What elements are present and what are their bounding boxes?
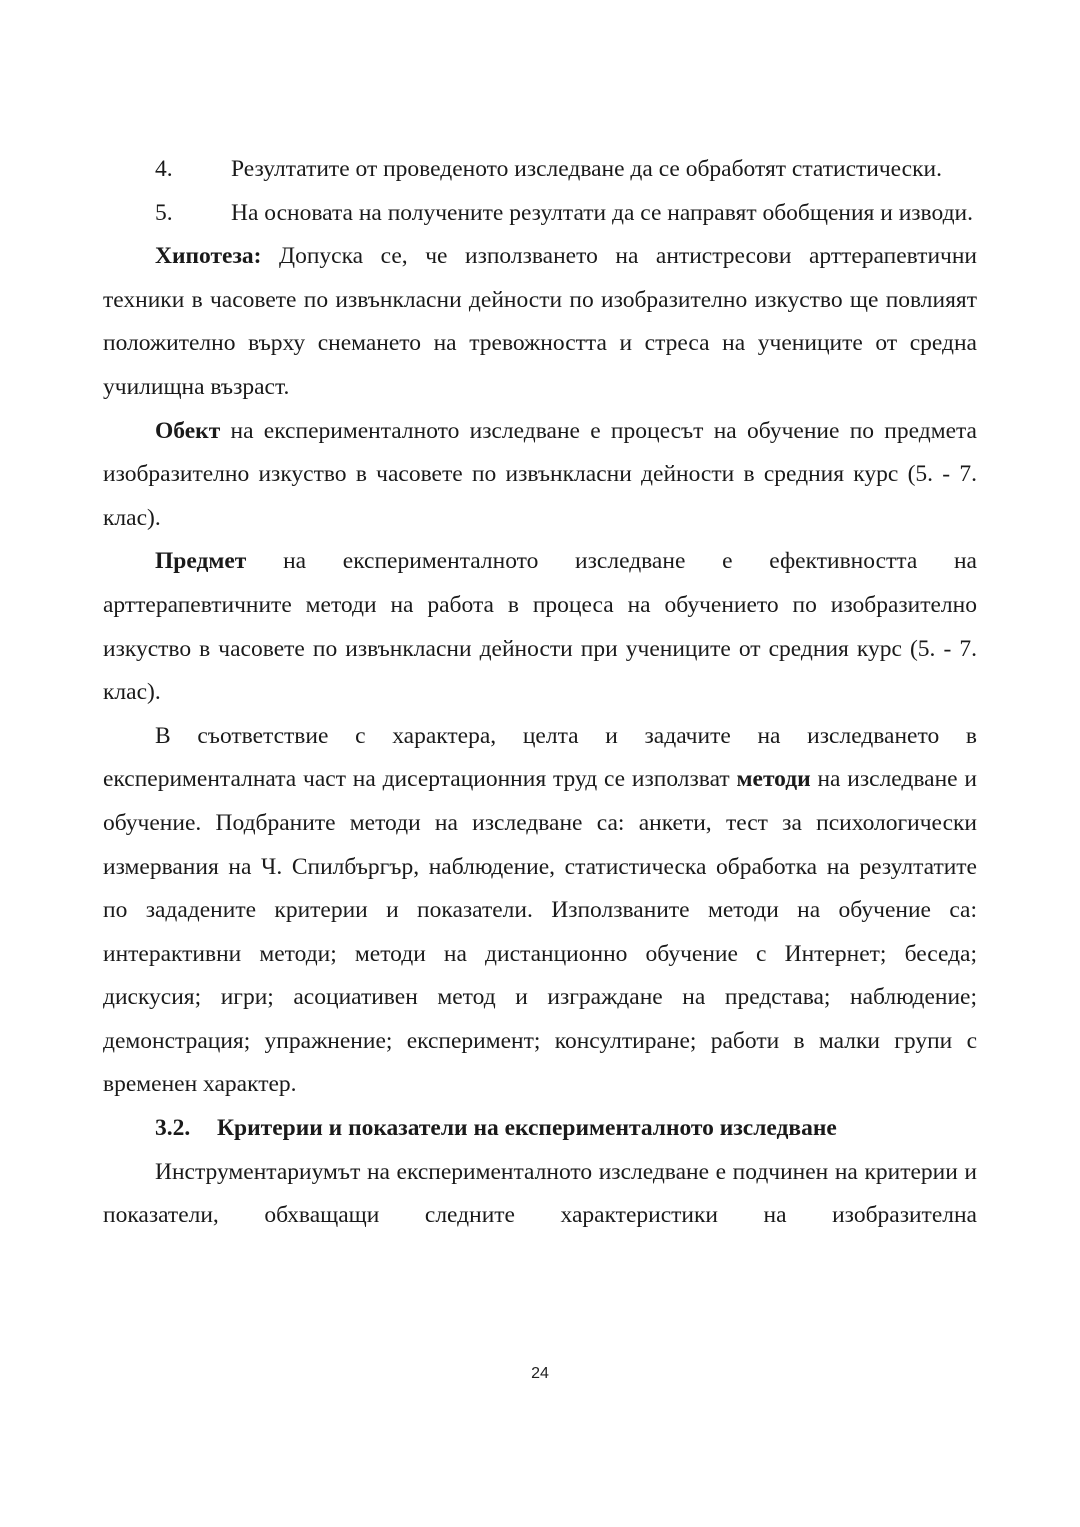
section-heading (103, 1107, 977, 1151)
subject-text: на експерименталното изследване е ефективността на арттерапевтичните методи на работа в процеса на обучението по изобразително изкуство в часовете по извънкласни дейности при учениците от средния курс (5. - 7. клас). (103, 548, 977, 706)
methods-text-after: на изследване и обучение. Подбраните методи на изследване са: анкети, тест за психологически измервания на Ч. Спилбъргър, наблюдение, статистическа обработка на резултатите по зададените критерии и показатели. Използваните методи на обучение са: интерактивни методи; методи на дистанционно обучение с Интернет; беседа; дискусия; игри; асоциативен метод и изграждане на представа; наблюдение; демонстрация; упражнение; експеримент; консултиране; работи в малки групи с временен характер. (103, 766, 977, 1098)
page-body (103, 148, 977, 1238)
hypothesis-label: Хипотеза: (155, 243, 262, 270)
page-number: 24 (531, 1365, 549, 1382)
instrumentarium-paragraph (103, 1151, 977, 1238)
list-item-5 (103, 192, 977, 236)
section-number: 3.2. (155, 1115, 191, 1142)
instrumentarium-text: Инструментариумът на експерименталното изследване е подчинен на критерии и показатели, обхващащи следните характеристики на изобразителна (103, 1158, 977, 1229)
list-item-text: На основата на получените резултати да се направят обобщения и изводи. (231, 199, 973, 226)
object-label: Обект (155, 417, 221, 444)
subject-paragraph (103, 540, 977, 714)
methods-paragraph (103, 715, 977, 1107)
list-item-text: Резултатите от проведеното изследване да се обработят статистически. (231, 156, 942, 182)
section-title: Критерии и показатели на експерименталното изследване (217, 1115, 837, 1142)
list-item-4 (103, 148, 977, 192)
methods-text-before: В съответствие с характера, целта и задачите на изследването в експерименталната част на дисертационния труд се използват (103, 722, 977, 793)
object-text: на експерименталното изследване е процесът на обучение по предмета изобразително изкуство в часовете по извънкласни дейности в средния курс (5. - 7. клас). (103, 417, 977, 531)
hypothesis-text: Допуска се, че използването на антистресови арттерапевтични техники в часовете по извънкласни дейности по изобразително изкуство ще повлияят положително върху снемането на тревожността и стреса на учениците от средна училищна възраст. (103, 243, 977, 400)
methods-bold-word: методи (736, 766, 811, 793)
hypothesis-paragraph (103, 235, 977, 409)
subject-label: Предмет (155, 548, 247, 575)
list-item-number: 4. (155, 156, 173, 182)
list-item-number: 5. (155, 199, 173, 226)
object-paragraph (103, 410, 977, 541)
